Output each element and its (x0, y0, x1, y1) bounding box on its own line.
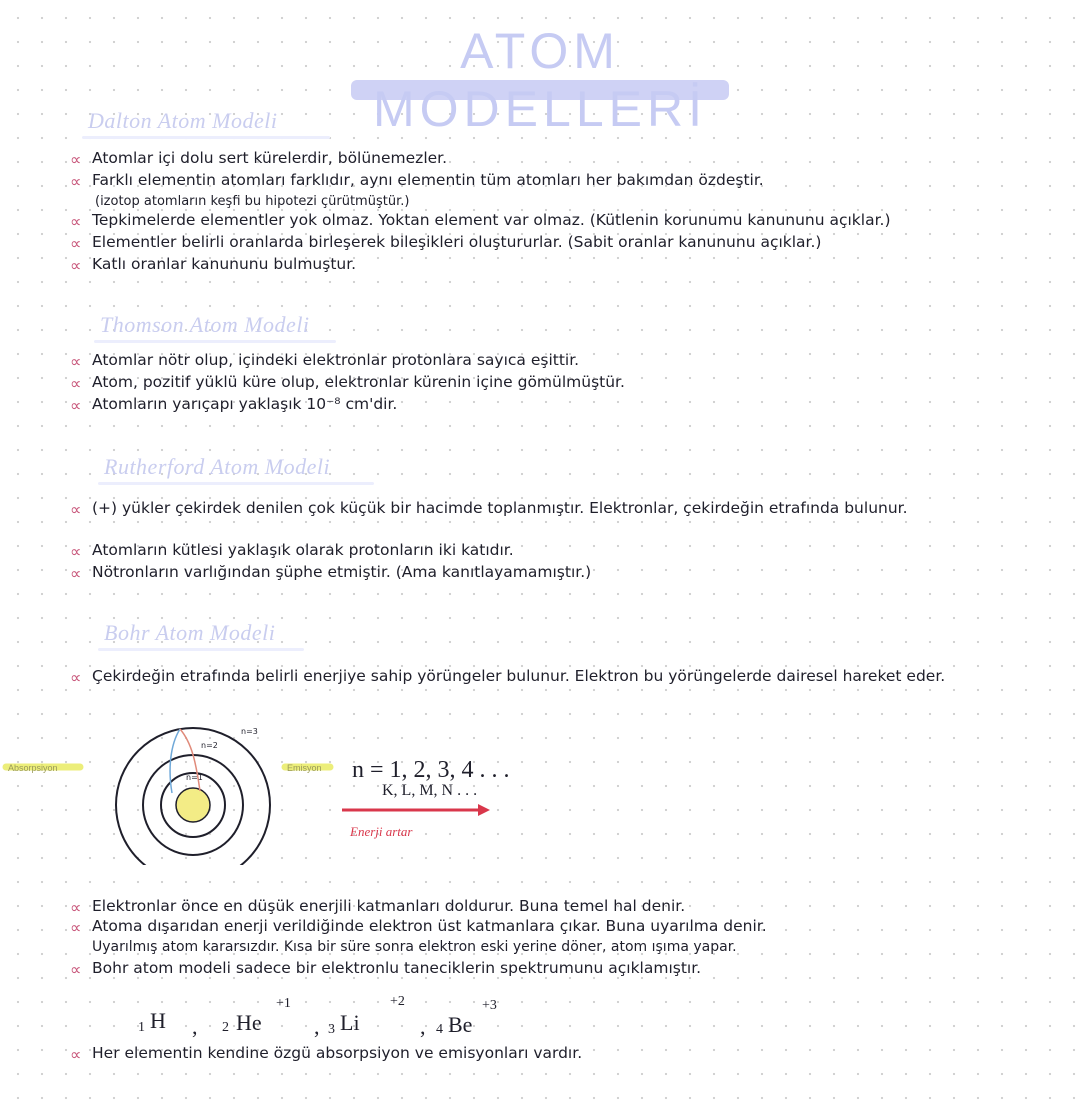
alpha-bullet-icon: ∝ (70, 396, 82, 415)
thomson-bullet-2: ∝ Atom, pozitif yüklü küre olup, elektronlar kürenin içine gömülmüştür. (70, 373, 625, 393)
h-atomic-number: 1 (138, 1020, 145, 1035)
thomson-underline (94, 340, 336, 343)
nucleus (176, 788, 210, 822)
rutherford-bullet-1: ∝ (+) yükler çekirdek denilen çok küçük bir hacimde toplanmıştır. Elektronlar, çekirdeğin etrafında bulunur. (70, 499, 908, 519)
bohr-bullet-4: ∝ Bohr atom modeli sadece bir elektronlu taneciklerin spektrumunu açıklamıştır. (70, 959, 702, 979)
excited-note: Uyarılmış atom kararsızdır. Kısa bir süre sonra elektron eski yerine döner, atom ışıma yapar. (92, 939, 737, 955)
rutherford-heading: Rutherford Atom Modeli (104, 454, 331, 479)
alpha-bullet-icon: ∝ (70, 234, 82, 253)
hydrogen-like-ions (130, 994, 550, 1042)
alpha-bullet-icon: ∝ (70, 542, 82, 561)
separator-1: , (192, 1014, 198, 1039)
alpha-bullet-icon: ∝ (70, 668, 82, 687)
thomson-bullet-3: ∝ Atomların yarıçapı yaklaşık 10⁻⁸ cm'dir. (70, 395, 398, 415)
separator-2: , (314, 1014, 320, 1039)
shell-letters: K, L, M, N . . . (382, 782, 478, 799)
be-symbol: Be (448, 1012, 473, 1037)
absorption-label: Absorpsiyon (8, 763, 58, 773)
alpha-bullet-icon: ∝ (70, 150, 82, 169)
alpha-bullet-icon: ∝ (70, 352, 82, 371)
alpha-bullet-icon: ∝ (70, 500, 82, 519)
be-atomic-number: 4 (436, 1022, 443, 1037)
alpha-bullet-icon: ∝ (70, 564, 82, 583)
orbit-label-n3: n=3 (241, 727, 258, 736)
h-symbol: H (150, 1008, 166, 1033)
title-block (345, 18, 735, 137)
bohr-bullet-2: ∝ Elektronlar önce en düşük enerjili katmanları doldurur. Buna temel hal denir. (70, 897, 686, 917)
dalton-bullet-2: ∝ Farklı elementin atomları farklıdır, aynı elementin tüm atomları her bakımdan özdeştir. (70, 171, 764, 191)
bohr-diagram (0, 715, 560, 865)
bohr-underline (98, 648, 304, 651)
absorption-jump-arrow (170, 729, 180, 793)
bohr-bullet-3: ∝ Atoma dışarıdan enerji verildiğinde elektron üst katmanlara çıkar. Buna uyarılma denir. (70, 917, 767, 937)
dalton-heading: Dalton Atom Modeli (88, 108, 278, 133)
emission-label: Emisyon (287, 763, 322, 773)
orbit-label-n2: n=2 (201, 741, 218, 750)
alpha-bullet-icon: ∝ (70, 256, 82, 275)
energy-arrow-head (478, 804, 490, 816)
dalton-bullet-4: ∝ Elementler belirli oranlarda birleşerek bileşikleri oluştururlar. (Sabit oranlar kanununu açıklar.) (70, 233, 822, 253)
thomson-heading: Thomson Atom Modeli (100, 312, 310, 337)
he-symbol: He (236, 1010, 262, 1035)
alpha-bullet-icon: ∝ (70, 374, 82, 393)
alpha-bullet-icon: ∝ (70, 898, 82, 917)
energy-arrow-label: Enerji artar (350, 824, 413, 839)
rutherford-bullet-3: ∝ Nötronların varlığından şüphe etmiştir. (Ama kanıtlayamamıştır.) (70, 563, 592, 583)
thomson-bullet-1: ∝ Atomlar nötr olup, içindeki elektronlar protonlara sayıca eşittir. (70, 351, 580, 371)
alpha-bullet-icon: ∝ (70, 918, 82, 937)
li-charge: +2 (390, 994, 405, 1009)
rutherford-underline (98, 482, 374, 485)
li-symbol: Li (340, 1010, 360, 1035)
bohr-last-bullet: ∝ Her elementin kendine özgü absorpsiyon ve emisyonları vardır. (70, 1044, 583, 1064)
bohr-bullet-1: ∝ Çekirdeğin etrafında belirli enerjiye sahip yörüngeler bulunur. Elektron bu yörüngelerde dairesel hareket eder. (70, 667, 946, 687)
dalton-bullet-5: ∝ Katlı oranlar kanununu bulmuştur. (70, 255, 357, 275)
alpha-bullet-icon: ∝ (70, 212, 82, 231)
alpha-bullet-icon: ∝ (70, 1045, 82, 1064)
alpha-bullet-icon: ∝ (70, 960, 82, 979)
li-atomic-number: 3 (328, 1022, 335, 1037)
rutherford-bullet-2: ∝ Atomların kütlesi yaklaşık olarak protonların iki katıdır. (70, 541, 514, 561)
separator-3: , (420, 1014, 426, 1039)
orbit-label-n1: n=1 (186, 773, 203, 782)
be-charge: +3 (482, 998, 497, 1013)
dalton-bullet-3: ∝ Tepkimelerde elementler yok olmaz. Yoktan element var olmaz. (Kütlenin korunumu kanununu açıklar.) (70, 211, 891, 231)
dalton-isotope-note: (izotop atomların keşfi bu hipotezi çürütmüştür.) (95, 194, 410, 209)
bohr-heading: Bohr Atom Modeli (104, 620, 276, 645)
dalton-underline (82, 136, 330, 139)
he-atomic-number: 2 (222, 1020, 229, 1035)
dalton-bullet-1: ∝ Atomlar içi dolu sert kürelerdir, bölünemezler. (70, 149, 448, 169)
n-values: n = 1, 2, 3, 4 . . . (352, 757, 510, 783)
alpha-bullet-icon: ∝ (70, 172, 82, 191)
page-title: ATOM MODELLERİ (373, 23, 707, 137)
he-charge: +1 (276, 996, 291, 1011)
